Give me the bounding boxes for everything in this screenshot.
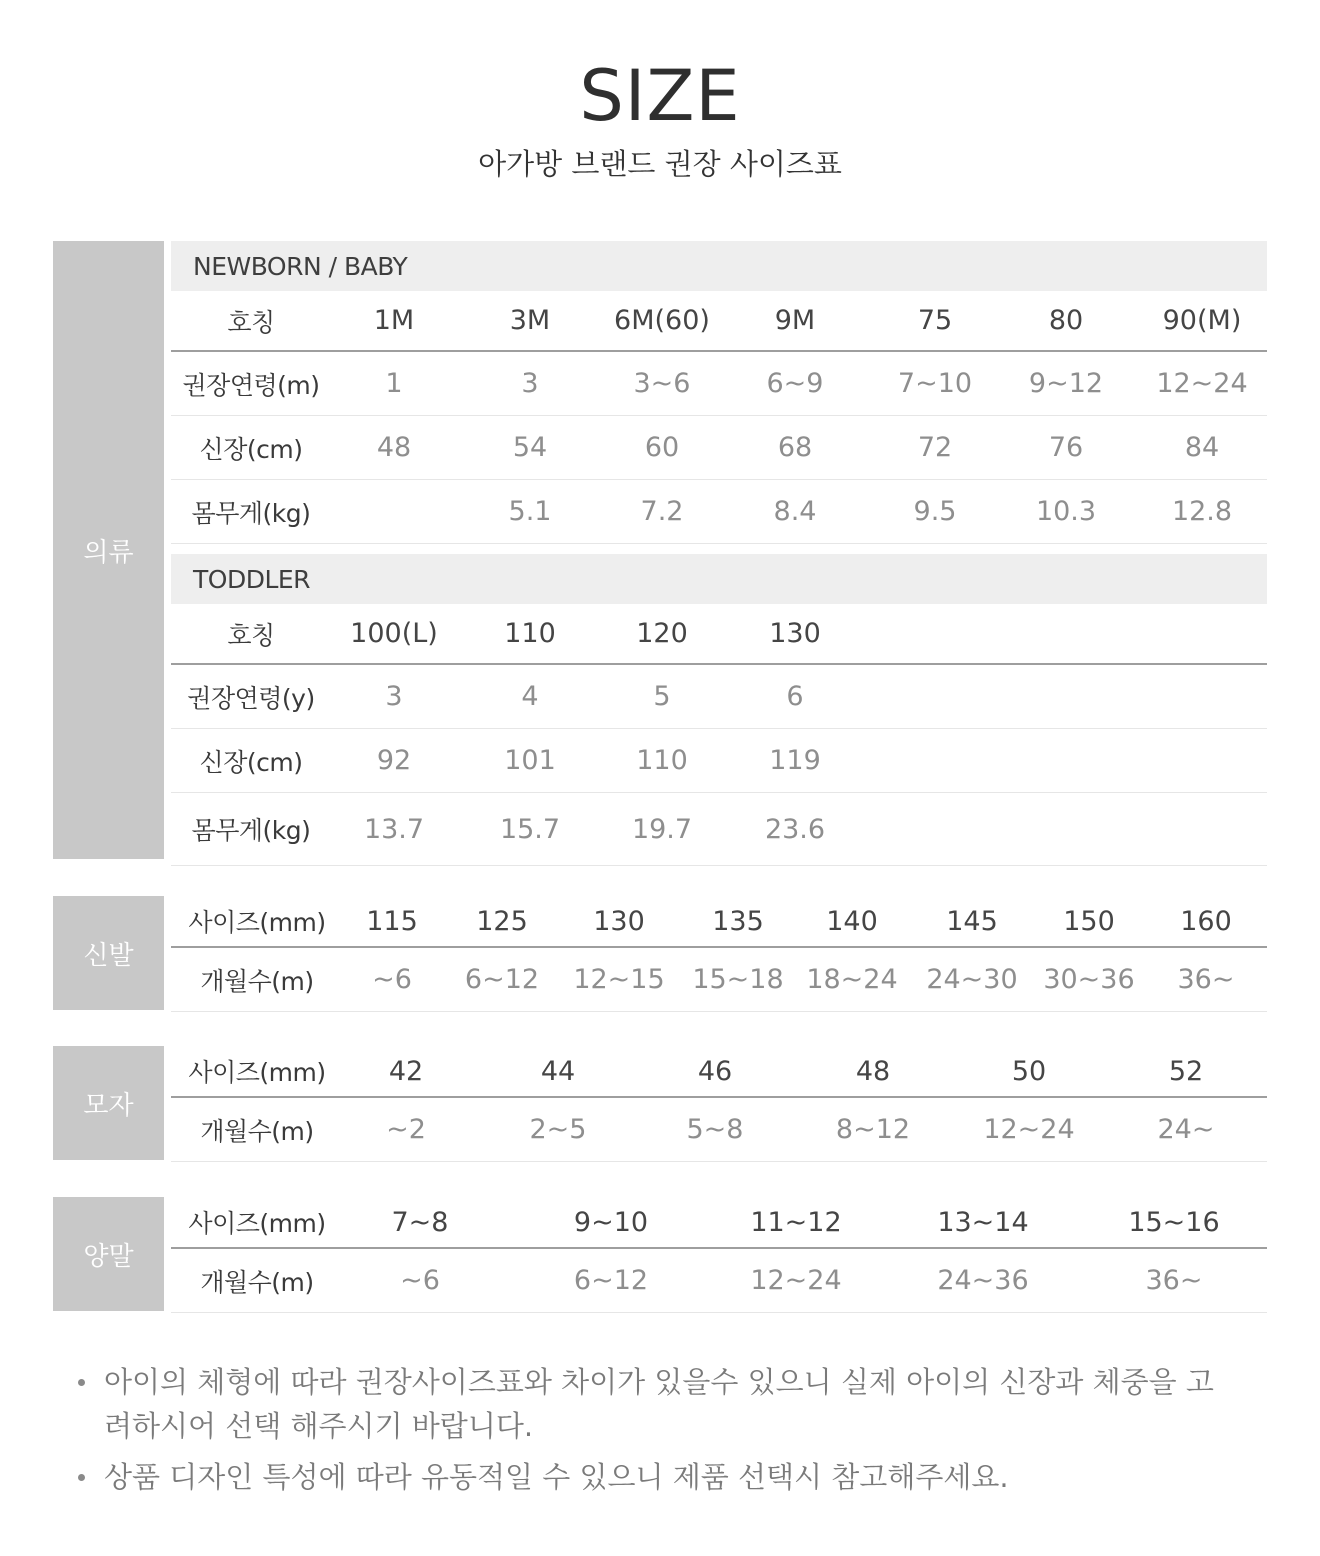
row-label: 권장연령(y) — [187, 683, 315, 713]
row-label: 사이즈(mm) — [188, 908, 326, 937]
table-cell: 54 — [512, 432, 548, 463]
column-header: 42 — [388, 1055, 424, 1087]
column-header: 140 — [826, 905, 878, 937]
column-header: 120 — [636, 618, 688, 649]
category-label-hats: 모자 — [53, 1046, 164, 1160]
category-label-socks: 양말 — [53, 1197, 164, 1311]
table-cell: 60 — [644, 432, 680, 463]
column-header: 160 — [1180, 905, 1232, 937]
table-cell: 12.8 — [1171, 496, 1233, 527]
column-header: 52 — [1168, 1055, 1204, 1087]
column-header: 1M — [373, 305, 415, 336]
column-header: 145 — [946, 905, 998, 937]
column-header: 75 — [917, 305, 953, 336]
row-label: 신장(cm) — [199, 747, 303, 777]
table-cell: 3~6 — [633, 368, 691, 399]
table-cell: ~6 — [372, 964, 412, 995]
table-cell: 12~24 — [983, 1114, 1075, 1145]
column-header: 48 — [855, 1055, 891, 1087]
table-cell: 6~12 — [464, 964, 540, 995]
table-cell: 1 — [385, 368, 403, 399]
table-cell: 48 — [376, 432, 412, 463]
table-cell: 6 — [786, 681, 804, 712]
table-cell: 3 — [521, 368, 539, 399]
table-cell: 6~9 — [766, 368, 824, 399]
table-row — [171, 948, 1267, 1012]
table-cell: 119 — [769, 745, 821, 776]
table-header-row — [171, 604, 1267, 665]
table-cell: 19.7 — [631, 813, 693, 845]
column-header: 90(M) — [1162, 305, 1242, 336]
table-row — [171, 665, 1267, 729]
table-row — [171, 793, 1267, 866]
table-cell: 36~ — [1177, 964, 1235, 995]
table-row — [171, 729, 1267, 793]
table-cell: ~2 — [386, 1114, 426, 1145]
row-label: 몸무게(kg) — [191, 816, 311, 845]
row-label: 사이즈(mm) — [188, 1058, 326, 1087]
table-cell: 4 — [521, 681, 539, 712]
row-label: 호칭 — [227, 307, 275, 337]
page-subtitle: 아가방 브랜드 권장 사이즈표 — [478, 147, 842, 181]
table-cell: 23.6 — [764, 813, 826, 845]
note-item: 아이의 체형에 따라 권장사이즈표와 차이가 있을수 있으니 실제 아이의 신장과 체중을 고려하시어 선택 해주시기 바랍니다. — [78, 1360, 1228, 1448]
table-cell: 12~24 — [1156, 368, 1248, 399]
column-header: 100(L) — [350, 618, 438, 649]
table-cell: 9~12 — [1028, 368, 1104, 399]
table-cell: 10.3 — [1035, 496, 1097, 527]
table-cell: 2~5 — [529, 1114, 587, 1145]
socks-table-body — [171, 1197, 1267, 1313]
table-header-row — [171, 1197, 1267, 1249]
page-title: SIZE — [579, 55, 741, 137]
category-label-shoes: 신발 — [53, 896, 164, 1010]
column-header: 135 — [712, 905, 764, 937]
column-header: 130 — [769, 618, 821, 649]
table-row — [171, 1249, 1267, 1313]
note-item: 상품 디자인 특성에 따라 유동적일 수 있으니 제품 선택시 참고해주세요. — [78, 1455, 1228, 1499]
table-cell: 24~ — [1157, 1114, 1215, 1145]
table-cell: 5 — [653, 681, 671, 712]
column-header: 110 — [504, 618, 556, 649]
table-cell: 84 — [1184, 432, 1220, 463]
column-header: 130 — [593, 905, 645, 937]
table-header-row — [171, 896, 1267, 948]
table-header-row — [171, 1046, 1267, 1098]
table-cell: 7~10 — [897, 368, 973, 399]
table-cell: 18~24 — [806, 964, 898, 995]
table-row — [171, 352, 1267, 416]
table-cell: 5~8 — [686, 1114, 744, 1145]
column-header: 80 — [1048, 305, 1084, 336]
table-cell: 6~12 — [573, 1265, 649, 1296]
table-row — [171, 416, 1267, 480]
table-cell: 8.4 — [773, 496, 817, 527]
table-cell: 13.7 — [363, 813, 425, 845]
table-cell: ~6 — [400, 1265, 440, 1296]
table-cell: 9.5 — [913, 496, 957, 527]
section-band-newborn: NEWBORN / BABY — [171, 241, 1267, 291]
shoes-size-table — [53, 896, 1267, 1010]
hats-table-body — [171, 1046, 1267, 1162]
column-header: 115 — [366, 905, 418, 937]
row-label: 신장(cm) — [199, 434, 303, 464]
column-header: 125 — [476, 905, 528, 937]
table-cell: 12~24 — [750, 1265, 842, 1296]
row-label: 개월수(m) — [200, 1116, 314, 1146]
column-header: 11~12 — [750, 1206, 842, 1238]
category-label-clothing: 의류 — [53, 241, 164, 859]
column-header: 3M — [509, 305, 551, 336]
table-cell: 15.7 — [499, 813, 561, 845]
table-cell: 36~ — [1145, 1265, 1203, 1296]
table-cell: 101 — [504, 745, 556, 776]
table-cell: 24~36 — [937, 1265, 1029, 1296]
shoes-table-body — [171, 896, 1267, 1012]
column-header: 150 — [1063, 905, 1115, 937]
clothing-table-body — [171, 241, 1267, 866]
section-band-toddler: TODDLER — [171, 554, 1267, 604]
column-header: 15~16 — [1128, 1206, 1220, 1238]
table-cell: 24~30 — [926, 964, 1018, 995]
table-row — [171, 1098, 1267, 1162]
table-cell: 8~12 — [835, 1114, 911, 1145]
column-header: 50 — [1011, 1055, 1047, 1087]
clothing-size-table — [53, 241, 1267, 859]
row-label: 사이즈(mm) — [188, 1209, 326, 1238]
table-cell: 72 — [917, 432, 953, 463]
table-cell: 110 — [636, 745, 688, 776]
table-cell: 5.1 — [508, 496, 552, 527]
column-header: 9~10 — [573, 1206, 649, 1238]
row-label: 개월수(m) — [200, 966, 314, 996]
row-label: 호칭 — [227, 620, 275, 650]
table-cell: 92 — [376, 745, 412, 776]
table-row — [171, 480, 1267, 544]
row-label: 권장연령(m) — [182, 370, 320, 400]
socks-size-table — [53, 1197, 1267, 1311]
column-header: 9M — [774, 305, 816, 336]
column-header: 44 — [540, 1055, 576, 1087]
table-cell: 76 — [1048, 432, 1084, 463]
table-cell: 68 — [777, 432, 813, 463]
hats-size-table — [53, 1046, 1267, 1160]
column-header: 7~8 — [391, 1206, 449, 1238]
table-cell: 30~36 — [1043, 964, 1135, 995]
table-cell: 7.2 — [640, 496, 684, 527]
table-cell: 12~15 — [573, 964, 665, 995]
table-cell: 3 — [385, 681, 403, 712]
table-header-row — [171, 291, 1267, 352]
column-header: 46 — [697, 1055, 733, 1087]
table-cell: 15~18 — [692, 964, 784, 995]
row-label: 몸무게(kg) — [191, 498, 311, 528]
column-header: 6M(60) — [614, 305, 710, 336]
row-label: 개월수(m) — [200, 1267, 314, 1297]
notes-list — [78, 1360, 1228, 1506]
column-header: 13~14 — [937, 1206, 1029, 1238]
